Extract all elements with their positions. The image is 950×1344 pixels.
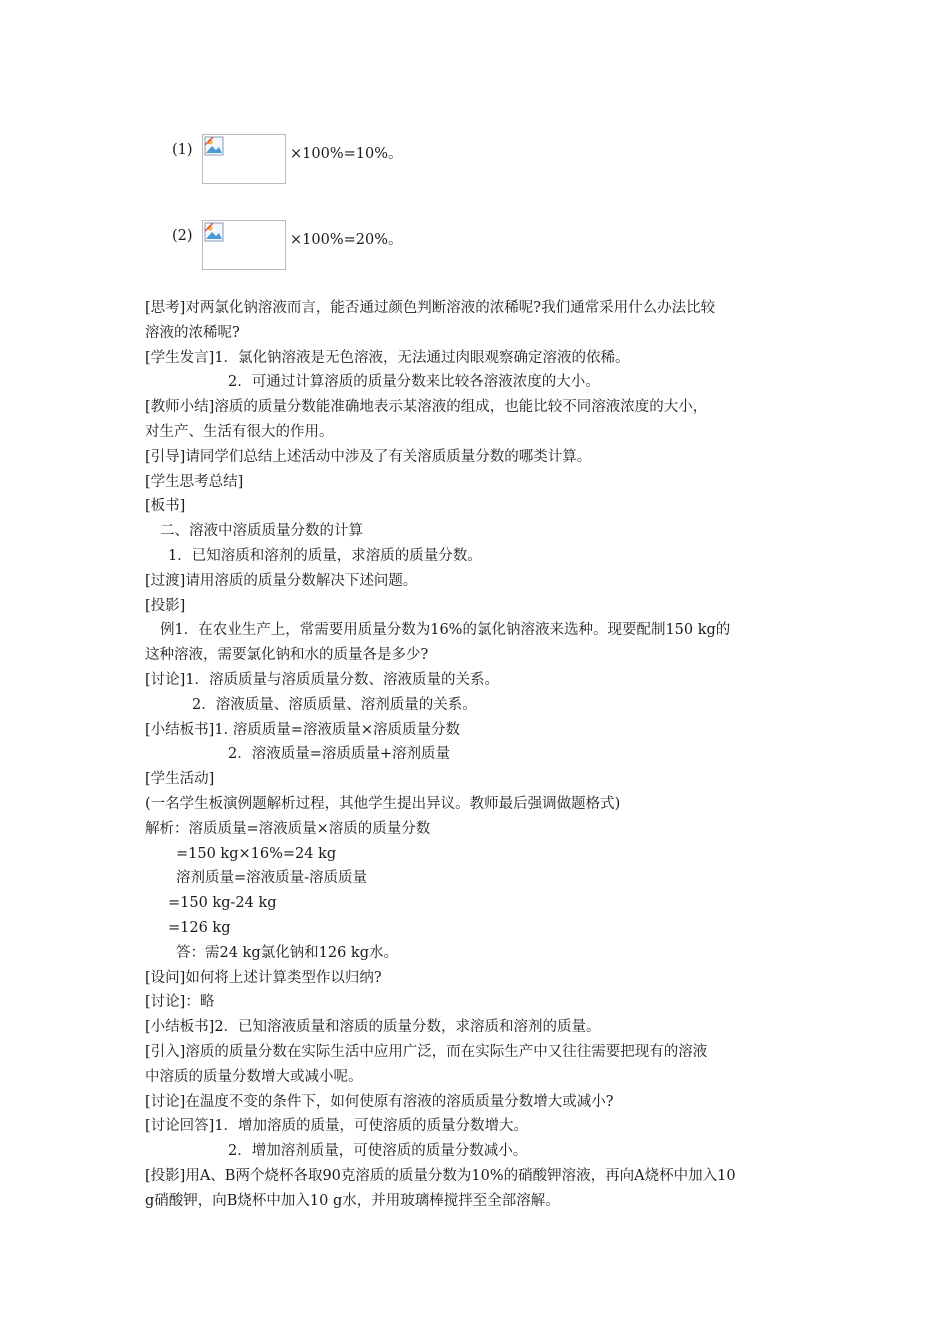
text-line: [学生活动] <box>145 771 215 788</box>
text-line: 这种溶液，需要氯化钠和水的质量各是多少? <box>145 647 429 664</box>
text-line: [讨论]1．溶质质量与溶质质量分数、溶液质量的关系。 <box>145 671 500 688</box>
text-line: =150 kg×16%=24 kg <box>176 845 337 862</box>
formula-image-placeholder <box>202 220 286 270</box>
text-line: [教师小结]溶质的质量分数能准确地表示某溶液的组成，也能比较不同溶液浓度的大小， <box>145 399 708 416</box>
text-line: 中溶质的质量分数增大或减小呢。 <box>145 1068 363 1085</box>
formula-index: (1) <box>172 142 193 158</box>
formula-1 <box>172 134 402 188</box>
text-line: [讨论回答]1．增加溶质的质量，可使溶质的质量分数增大。 <box>145 1118 529 1135</box>
text-line: 对生产、生活有很大的作用。 <box>145 423 334 440</box>
broken-image-icon <box>204 136 224 156</box>
text-line: [投影]用A、B两个烧杯各取90克溶质的质量分数为10%的硝酸钾溶液，再向A烧杯中加入10 <box>145 1167 736 1184</box>
text-line: [投影] <box>145 597 186 614</box>
formula-2 <box>172 220 402 274</box>
text-line: 2．增加溶剂质量，可使溶质的质量分数减小。 <box>228 1143 528 1160</box>
formula-image-placeholder <box>202 134 286 184</box>
text-line: (一名学生板演例题解析过程，其他学生提出异议。教师最后强调做题格式) <box>145 795 621 812</box>
text-line: 例1．在农业生产上，常需要用质量分数为16%的氯化钠溶液来选种。现要配制150 kg的 <box>160 622 731 639</box>
text-line: g硝酸钾，向B烧杯中加入10 g水，并用玻璃棒搅拌至全部溶解。 <box>145 1192 560 1209</box>
formula-index: (2) <box>172 228 193 244</box>
text-line: 2．可通过计算溶质的质量分数来比较各溶液浓度的大小。 <box>228 374 600 391</box>
text-line: [小结板书]1. 溶质质量=溶液质量×溶质质量分数 <box>145 721 461 738</box>
text-line: 解析：溶质质量=溶液质量×溶质的质量分数 <box>145 820 431 837</box>
text-line: [学生思考总结] <box>145 473 244 490</box>
text-line: =150 kg-24 kg <box>168 895 277 912</box>
body-text <box>145 296 815 1213</box>
text-line: [板书] <box>145 498 186 515</box>
text-line: 2．溶液质量、溶质质量、溶剂质量的关系。 <box>192 696 477 713</box>
text-line: [设问]如何将上述计算类型作以归纳? <box>145 969 382 986</box>
text-line: [引入]溶质的质量分数在实际生活中应用广泛，而在实际生产中又往往需要把现有的溶液 <box>145 1043 708 1060</box>
text-line: 溶液的浓稀呢? <box>145 324 240 341</box>
text-line: =126 kg <box>168 919 231 936</box>
section-heading: 二、溶液中溶质质量分数的计算 <box>160 523 363 540</box>
text-line: [讨论]：略 <box>145 994 215 1011</box>
text-line: [引导]请同学们总结上述活动中涉及了有关溶质质量分数的哪类计算。 <box>145 448 592 465</box>
text-line: [小结板书]2．已知溶液质量和溶质的质量分数，求溶质和溶剂的质量。 <box>145 1019 601 1036</box>
broken-image-icon <box>204 222 224 242</box>
text-line: 1．已知溶质和溶剂的质量，求溶质的质量分数。 <box>168 547 482 564</box>
text-line: 2．溶液质量=溶质质量+溶剂质量 <box>228 746 451 763</box>
text-line: 溶剂质量=溶液质量-溶质质量 <box>176 870 368 887</box>
formula-expression: ×100%=10%。 <box>290 146 403 162</box>
text-line: [讨论]在温度不变的条件下，如何使原有溶液的溶质质量分数增大或减小? <box>145 1093 614 1110</box>
text-line: [思考]对两氯化钠溶液而言，能否通过颜色判断溶液的浓稀呢?我们通常采用什么办法比较 <box>145 300 716 316</box>
text-line: [学生发言]1．氯化钠溶液是无色溶液，无法通过肉眼观察确定溶液的依稀。 <box>145 349 630 366</box>
text-line: 答：需24 kg氯化钠和126 kg水。 <box>176 944 398 961</box>
text-line: [过渡]请用溶质的质量分数解决下述问题。 <box>145 572 418 589</box>
formula-expression: ×100%=20%。 <box>290 232 403 248</box>
